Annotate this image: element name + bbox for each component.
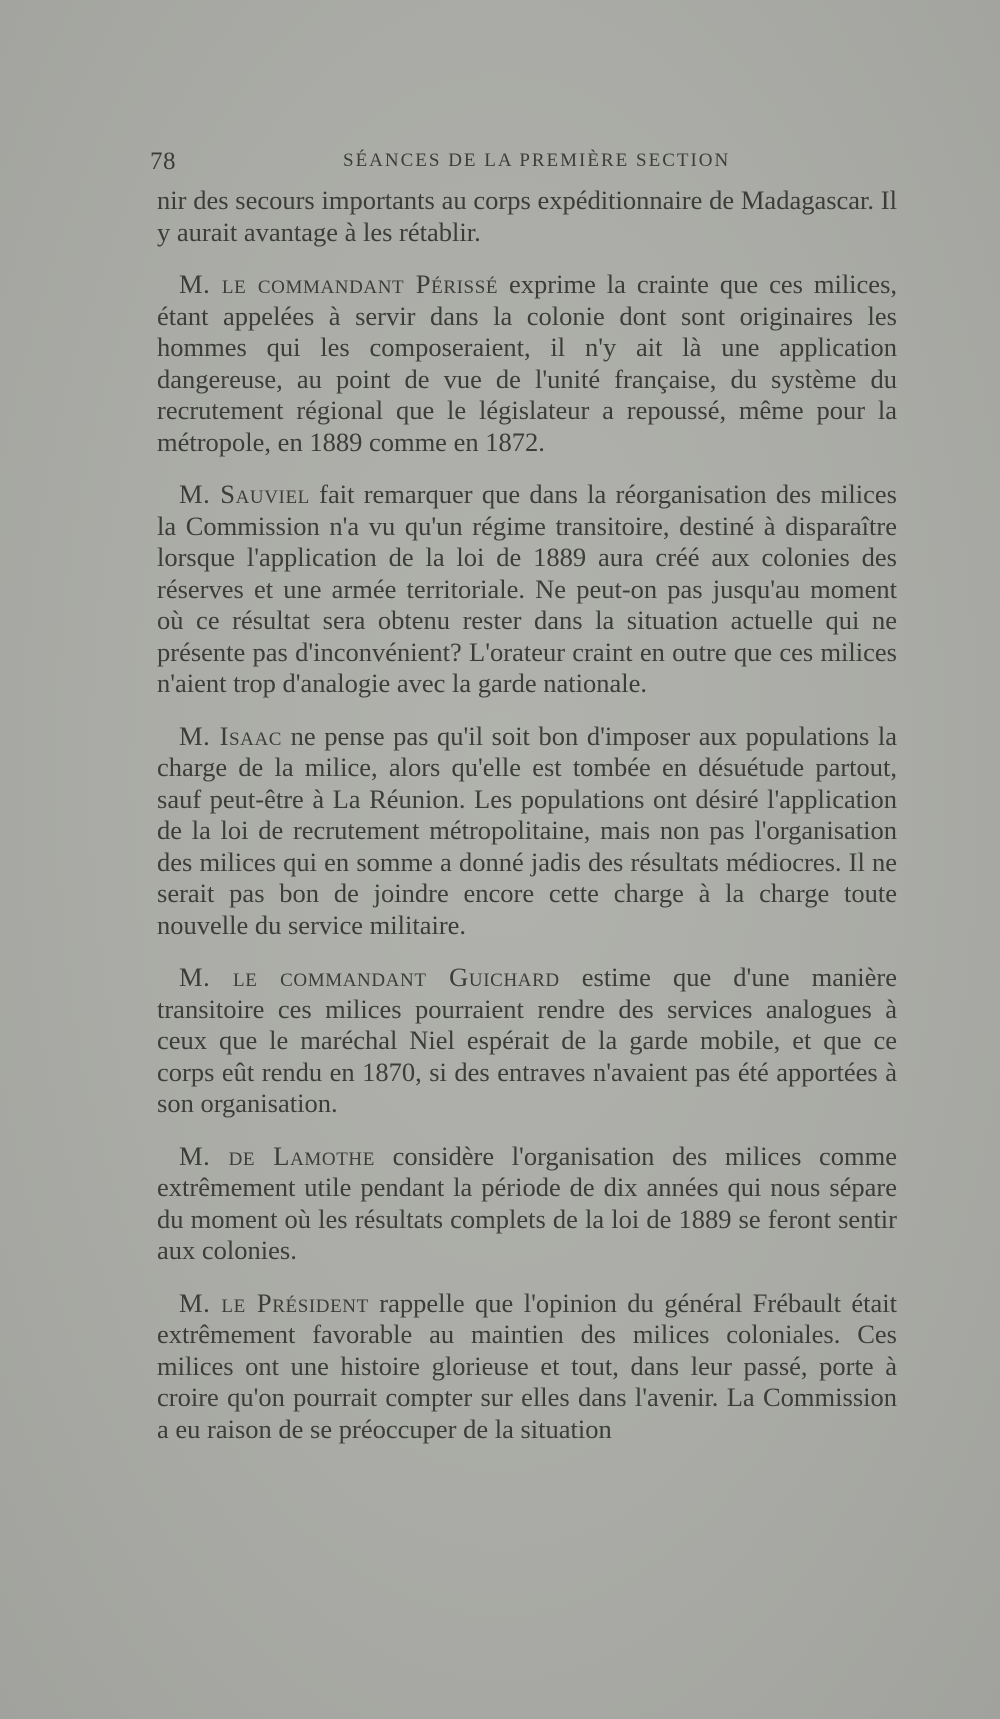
- speaker-name: M. le commandant Guichard: [179, 962, 560, 992]
- paragraph-text: estime que d'une manière transitoire ces milices pourraient rendre des services analogues à ceux que le maréchal Niel espérait de la garde mobile, et que ce corps eût rendu en 1870, si des entraves n'avaient pas été apportées à son organisation.: [157, 962, 897, 1118]
- paragraph-guichard: [157, 962, 897, 1120]
- paragraph-text: nir des secours importants au corps expéditionnaire de Madagascar. Il y aurait avantage à les rétablir.: [157, 185, 897, 247]
- paragraph-text: exprime la crainte que ces milices, étant appelées à servir dans la colonie dont sont originaires les hommes qui les composeraient, il n'y ait là une application dangereuse, au point de vue de l'unité française, du système du recrutement régional que le législateur a repoussé, même pour la métropole, en 1889 comme en 1872.: [157, 269, 898, 457]
- paragraph-text: ne pense pas qu'il soit bon d'imposer aux populations la charge de la milice, alors qu'elle est tombée en désuétude partout, sauf peut-être à La Réunion. Les populations ont désiré l'application de la loi de recrutement métropolitaine, mais non pas l'organisation des milices qui en somme a donné jadis des résultats médiocres. Il ne serait pas bon de joindre encore cette charge à la charge toute nouvelle du service militaire.: [157, 720, 897, 940]
- running-head: SÉANCES DE LA PREMIÈRE SECTION: [343, 150, 731, 171]
- speaker-name: M. Sauviel: [179, 479, 310, 509]
- paragraph-lamothe: [157, 1141, 897, 1267]
- paragraph-text: fait remarquer que dans la réorganisation des milices la Commission n'a vu qu'un régime transitoire, destiné à disparaître lorsque l'application de la loi de 1889 aura créé aux colonies des réserves et une armée territoriale. Ne peut-on pas jusqu'au moment où ce résultat sera obtenu rester dans la situation actuelle qui ne présente pas d'inconvénient? L'orateur craint en outre que ces milices n'aient trop d'analogie avec la garde nationale.: [157, 479, 897, 698]
- paragraph-continuation: [157, 185, 897, 248]
- body-text: [157, 185, 897, 1445]
- paragraph-text: rappelle que l'opinion du général Frébault était extrêmement favorable au maintien des milices coloniales. Ces milices ont une histoire glorieuse et tout, dans leur passé, porte à croire qu'on pourrait compter sur elles dans l'avenir. La Commission a eu raison de se préoccuper de la situation: [157, 1287, 898, 1444]
- speaker-name: M. Isaac: [179, 720, 283, 751]
- speaker-name: M. le commandant Périssé: [179, 269, 499, 299]
- paragraph-sauviel: [157, 479, 897, 700]
- speaker-name: M. le Président: [179, 1287, 369, 1318]
- speaker-name: M. de Lamothe: [179, 1140, 375, 1171]
- page-number: 78: [150, 148, 176, 175]
- paragraph-isaac: [157, 721, 897, 942]
- paragraph-text: considère l'organisation des milices comme extrêmement utile pendant la période de dix années qui nous sépare du moment où les résultats complets de la loi de 1889 se feront sentir aux colonies.: [157, 1140, 897, 1265]
- paragraph-perisse: [157, 269, 897, 458]
- paragraph-president: [157, 1288, 897, 1446]
- page-header: [150, 148, 731, 178]
